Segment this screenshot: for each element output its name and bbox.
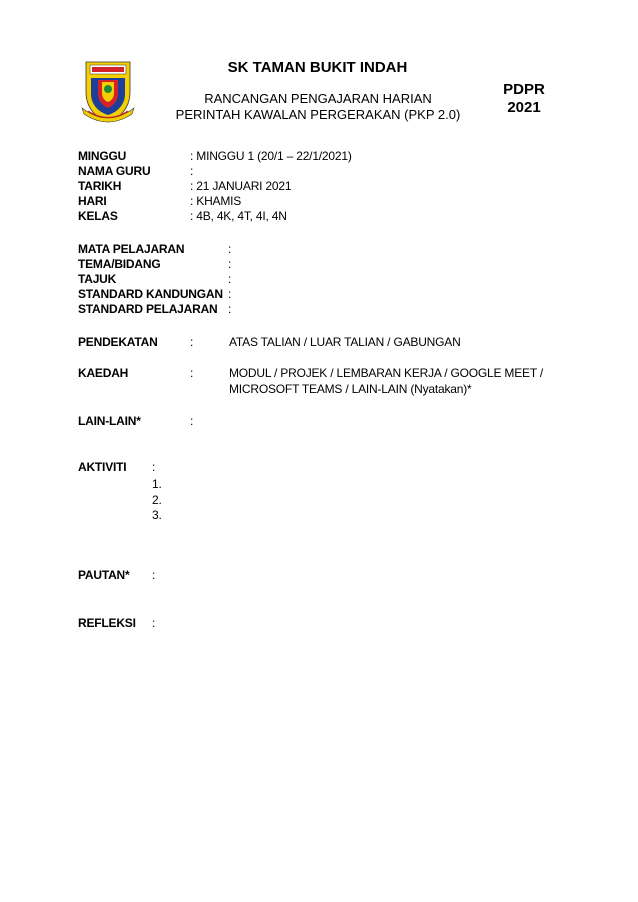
aktiviti-item-2: 2. xyxy=(152,493,162,507)
aktiviti-colon: : xyxy=(152,460,156,474)
kaedah-colon: : xyxy=(190,366,194,380)
aktiviti-item-3: 3. xyxy=(152,508,162,522)
kaedah-value-line1: MODUL / PROJEK / LEMBARAN KERJA / GOOGLE MEET / xyxy=(229,366,544,380)
minggu-label: MINGGU xyxy=(78,149,127,163)
pdpr-badge-line2: 2021 xyxy=(507,99,541,116)
school-crest-logo xyxy=(80,58,136,124)
lain-lain-label: LAIN-LAIN* xyxy=(78,414,141,428)
standard-pelajaran-label: STANDARD PELAJARAN xyxy=(78,302,218,316)
subtitle-line2: PERINTAH KAWALAN PERGERAKAN (PKP 2.0) xyxy=(175,107,461,122)
pendekatan-colon: : xyxy=(190,335,194,349)
pdpr-badge-line1: PDPR xyxy=(503,81,545,98)
standard-kandungan-value: : xyxy=(228,287,232,301)
school-name: SK TAMAN BUKIT INDAH xyxy=(227,59,408,76)
pautan-label: PAUTAN* xyxy=(78,568,130,582)
kaedah-value-line2: MICROSOFT TEAMS / LAIN-LAIN (Nyatakan)* xyxy=(229,382,472,396)
pendekatan-label: PENDEKATAN xyxy=(78,335,158,349)
tarikh-label: TARIKH xyxy=(78,179,122,193)
lain-lain-colon: : xyxy=(190,414,194,428)
minggu-value: : MINGGU 1 (20/1 – 22/1/2021) xyxy=(190,149,352,163)
refleksi-colon: : xyxy=(152,616,156,630)
nama-guru-label: NAMA GURU xyxy=(78,164,151,178)
standard-pelajaran-value: : xyxy=(228,302,232,316)
kelas-label: KELAS xyxy=(78,209,118,223)
nama-guru-value: : xyxy=(190,164,194,178)
tema-bidang-label: TEMA/BIDANG xyxy=(78,257,161,271)
mata-pelajaran-value: : xyxy=(228,242,232,256)
refleksi-label: REFLEKSI xyxy=(78,616,136,630)
hari-label: HARI xyxy=(78,194,107,208)
aktiviti-label: AKTIVITI xyxy=(78,460,127,474)
tarikh-value: : 21 JANUARI 2021 xyxy=(190,179,292,193)
subtitle-line1: RANCANGAN PENGAJARAN HARIAN xyxy=(204,91,432,106)
aktiviti-item-1: 1. xyxy=(152,477,162,491)
pautan-colon: : xyxy=(152,568,156,582)
tajuk-value: : xyxy=(228,272,232,286)
kaedah-label: KAEDAH xyxy=(78,366,129,380)
pendekatan-value: ATAS TALIAN / LUAR TALIAN / GABUNGAN xyxy=(229,335,461,349)
hari-value: : KHAMIS xyxy=(190,194,242,208)
tema-bidang-value: : xyxy=(228,257,232,271)
kelas-value: : 4B, 4K, 4T, 4I, 4N xyxy=(190,209,287,223)
tajuk-label: TAJUK xyxy=(78,272,117,286)
standard-kandungan-label: STANDARD KANDUNGAN xyxy=(78,287,223,301)
mata-pelajaran-label: MATA PELAJARAN xyxy=(78,242,185,256)
